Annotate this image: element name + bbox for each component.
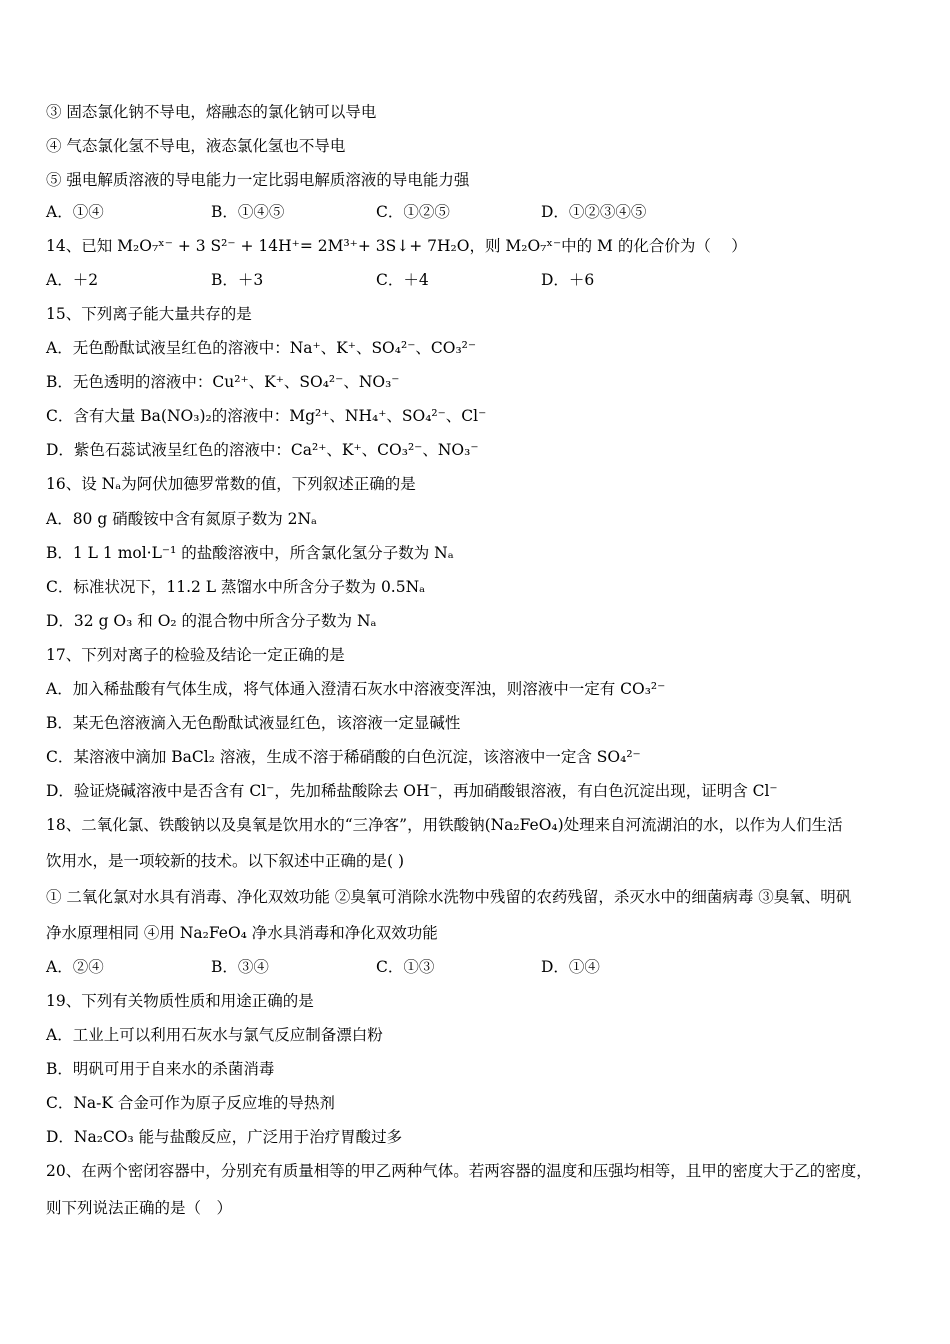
option-b: B．①④⑤ bbox=[211, 203, 285, 221]
q16-option-d: D．32 g O₃ 和 O₂ 的混合物中所含分子数为 Nₐ bbox=[46, 612, 377, 630]
q18-statements: ① 二氧化氯对水具有消毒、净化双效功能 ②臭氧可消除水洗物中残留的农药残留，杀灭水中的细菌病毒 ③臭氧、明矾 bbox=[46, 888, 852, 906]
question-14: 14、已知 M₂O₇ˣ⁻ + 3 S²⁻ + 14H⁺= 2M³⁺+ 3S↓+ 7H₂O，则 M₂O₇ˣ⁻中的 M 的化合价为（ ） bbox=[46, 237, 747, 255]
q13-options bbox=[46, 202, 920, 222]
question-20-cont: 则下列说法正确的是（ ） bbox=[46, 1199, 233, 1217]
statement-4: ④ 气态氯化氢不导电，液态氯化氢也不导电 bbox=[46, 137, 346, 155]
question-20: 20、在两个密闭容器中，分别充有质量相等的甲乙两种气体。若两容器的温度和压强均相等，且甲的密度大于乙的密度， bbox=[46, 1162, 872, 1180]
option-a: A．②④ bbox=[46, 958, 104, 976]
option-a: A．①④ bbox=[46, 203, 104, 221]
q16-option-b: B．1 L 1 mol·L⁻¹ 的盐酸溶液中，所含氯化氢分子数为 Nₐ bbox=[46, 544, 454, 562]
question-15: 15、下列离子能大量共存的是 bbox=[46, 305, 252, 323]
option-b: B．＋3 bbox=[211, 271, 264, 289]
q19-option-c: C．Na-K 合金可作为原子反应堆的导热剂 bbox=[46, 1094, 335, 1112]
q15-option-a: A．无色酚酞试液呈红色的溶液中：Na⁺、K⁺、SO₄²⁻、CO₃²⁻ bbox=[46, 339, 477, 357]
q14-options bbox=[46, 270, 920, 290]
option-b: B．③④ bbox=[211, 958, 269, 976]
q15-option-c: C．含有大量 Ba(NO₃)₂的溶液中：Mg²⁺、NH₄⁺、SO₄²⁻、Cl⁻ bbox=[46, 407, 487, 425]
q19-option-a: A．工业上可以利用石灰水与氯气反应制备漂白粉 bbox=[46, 1026, 383, 1044]
q17-option-c: C．某溶液中滴加 BaCl₂ 溶液，生成不溶于稀硝酸的白色沉淀，该溶液中一定含 SO₄²⁻ bbox=[46, 748, 641, 766]
q17-option-b: B．某无色溶液滴入无色酚酞试液显红色，该溶液一定显碱性 bbox=[46, 714, 461, 732]
q15-option-b: B．无色透明的溶液中：Cu²⁺、K⁺、SO₄²⁻、NO₃⁻ bbox=[46, 373, 400, 391]
question-19: 19、下列有关物质性质和用途正确的是 bbox=[46, 992, 314, 1010]
q17-option-d: D．验证烧碱溶液中是否含有 Cl⁻，先加稀盐酸除去 OH⁻，再加硝酸银溶液，有白色沉淀出现，证明含 Cl⁻ bbox=[46, 782, 778, 800]
q15-option-d: D．紫色石蕊试液呈红色的溶液中：Ca²⁺、K⁺、CO₃²⁻、NO₃⁻ bbox=[46, 441, 479, 459]
option-d: D．＋6 bbox=[541, 271, 595, 289]
option-a: A．＋2 bbox=[46, 271, 99, 289]
question-18-cont: 饮用水，是一项较新的技术。以下叙述中正确的是( ) bbox=[46, 852, 405, 870]
question-17: 17、下列对离子的检验及结论一定正确的是 bbox=[46, 646, 345, 664]
q18-statements-cont: 净水原理相同 ④用 Na₂FeO₄ 净水具消毒和净化双效功能 bbox=[46, 924, 438, 942]
option-c: C．①③ bbox=[376, 958, 435, 976]
q18-options bbox=[46, 957, 920, 977]
option-c: C．①②⑤ bbox=[376, 203, 450, 221]
q19-option-b: B．明矾可用于自来水的杀菌消毒 bbox=[46, 1060, 275, 1078]
option-d: D．①②③④⑤ bbox=[541, 203, 647, 221]
statement-3: ③ 固态氯化钠不导电，熔融态的氯化钠可以导电 bbox=[46, 103, 377, 121]
q17-option-a: A．加入稀盐酸有气体生成，将气体通入澄清石灰水中溶液变浑浊，则溶液中一定有 CO₃²⁻ bbox=[46, 680, 666, 698]
option-c: C．＋4 bbox=[376, 271, 429, 289]
statement-5: ⑤ 强电解质溶液的导电能力一定比弱电解质溶液的导电能力强 bbox=[46, 171, 470, 189]
question-18: 18、二氧化氯、铁酸钠以及臭氧是饮用水的“三净客”，用铁酸钠(Na₂FeO₄)处理来自河流湖泊的水，以作为人们生活 bbox=[46, 816, 843, 834]
option-d: D．①④ bbox=[541, 958, 600, 976]
q16-option-c: C．标准状况下，11.2 L 蒸馏水中所含分子数为 0.5Nₐ bbox=[46, 578, 426, 596]
question-16: 16、设 Nₐ为阿伏加德罗常数的值，下列叙述正确的是 bbox=[46, 475, 416, 493]
q16-option-a: A．80 g 硝酸铵中含有氮原子数为 2Nₐ bbox=[46, 510, 318, 528]
q19-option-d: D．Na₂CO₃ 能与盐酸反应，广泛用于治疗胃酸过多 bbox=[46, 1128, 403, 1146]
